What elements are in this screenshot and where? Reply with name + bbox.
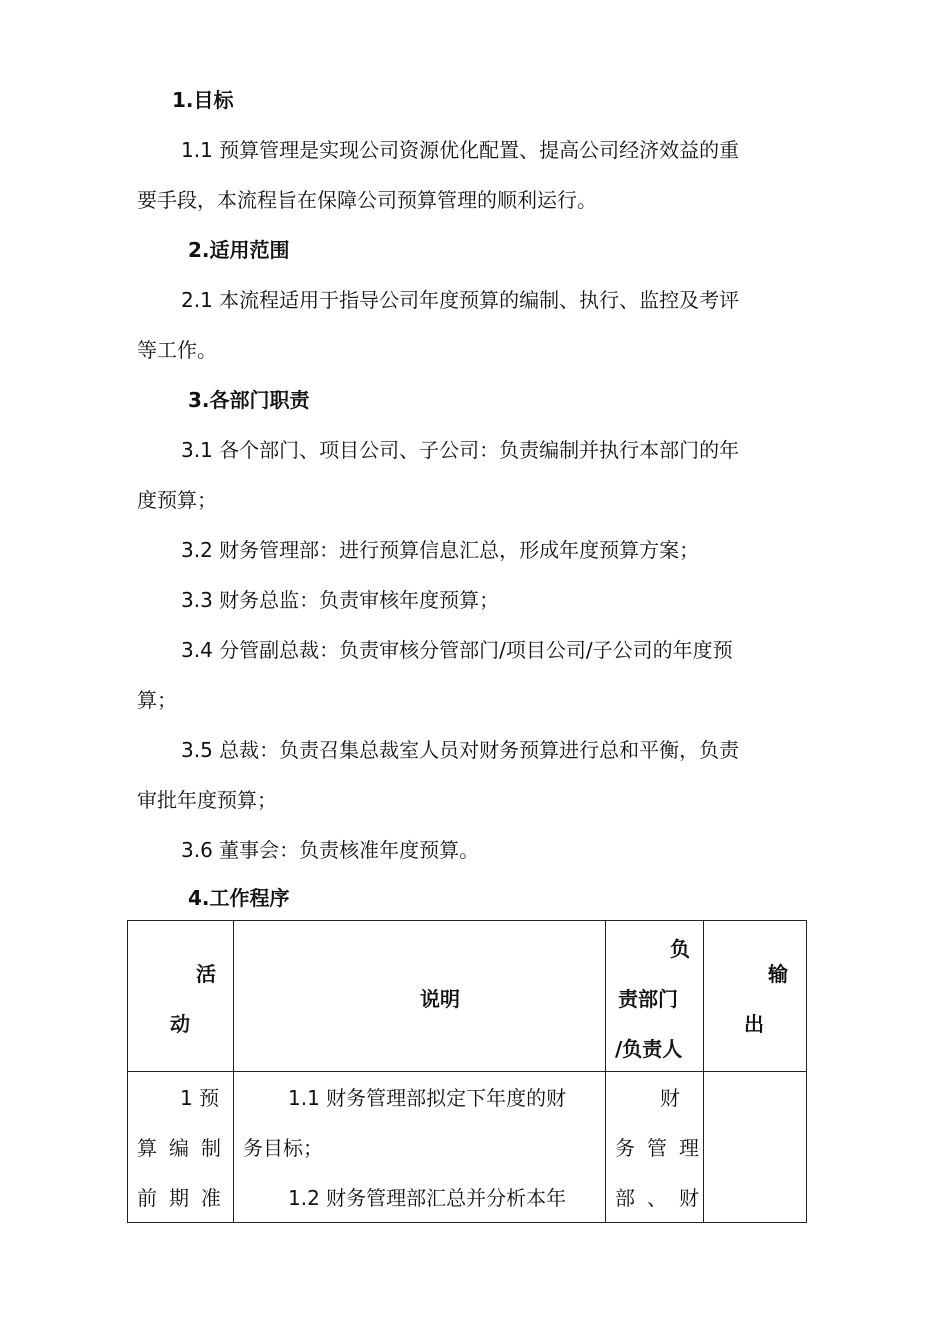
section-1-1-line-1: 1.1 预算管理是实现公司资源优化配置、提高公司经济效益的重 bbox=[181, 138, 740, 162]
header-activity-line-1: 活 bbox=[196, 962, 216, 986]
row1-description-line-1: 1.1 财务管理部拟定下年度的财 bbox=[288, 1086, 567, 1110]
row1-owner-line-3: 部、财 bbox=[615, 1186, 711, 1210]
section-3-1-line-2: 度预算； bbox=[137, 488, 217, 512]
section-4-heading: 4.工作程序 bbox=[188, 886, 290, 910]
row1-description bbox=[234, 1072, 606, 1223]
header-output bbox=[704, 921, 807, 1072]
section-3-5-line-1: 3.5 总裁：负责召集总裁室人员对财务预算进行总和平衡，负责 bbox=[181, 738, 740, 762]
header-activity-line-2: 动 bbox=[170, 1012, 190, 1036]
header-owner-line-3: /负责人 bbox=[615, 1037, 683, 1061]
section-1-1-line-2: 要手段，本流程旨在保障公司预算管理的顺利运行。 bbox=[137, 188, 597, 212]
section-3-heading: 3.各部门职责 bbox=[188, 388, 310, 412]
table-header-row bbox=[128, 921, 807, 1072]
section-2-heading: 2.适用范围 bbox=[188, 238, 290, 262]
header-activity bbox=[128, 921, 234, 1072]
row1-description-line-2: 务目标； bbox=[243, 1136, 323, 1160]
header-description bbox=[234, 921, 606, 1072]
row1-owner-line-1: 财 bbox=[660, 1086, 680, 1110]
row1-activity-line-1: 1 预 bbox=[180, 1086, 220, 1110]
header-owner bbox=[606, 921, 704, 1072]
section-3-2: 3.2 财务管理部：进行预算信息汇总，形成年度预算方案； bbox=[181, 538, 700, 562]
section-3-4-line-2: 算； bbox=[137, 688, 177, 712]
header-owner-line-2: 责部门 bbox=[618, 987, 678, 1011]
section-2-1-line-2: 等工作。 bbox=[137, 338, 217, 362]
row1-output bbox=[704, 1072, 807, 1223]
row1-owner bbox=[606, 1072, 711, 1223]
header-output-line-1: 输 bbox=[768, 962, 788, 986]
header-description-label: 说明 bbox=[420, 987, 460, 1011]
section-3-5-line-2: 审批年度预算； bbox=[137, 788, 277, 812]
table-row bbox=[128, 1072, 807, 1223]
section-3-4-line-1: 3.4 分管副总裁：负责审核分管部门/项目公司/子公司的年度预 bbox=[181, 638, 733, 662]
row1-activity-line-2: 算编制 bbox=[137, 1136, 233, 1160]
work-procedure-table bbox=[127, 920, 807, 1223]
section-1-heading: 1.目标 bbox=[172, 88, 234, 112]
section-3-3: 3.3 财务总监：负责审核年度预算； bbox=[181, 588, 500, 612]
row1-description-line-3: 1.2 财务管理部汇总并分析本年 bbox=[288, 1186, 567, 1210]
header-output-line-2: 出 bbox=[744, 1012, 764, 1036]
row1-activity bbox=[128, 1072, 234, 1223]
section-3-6: 3.6 董事会：负责核准年度预算。 bbox=[181, 838, 480, 862]
row1-owner-line-2: 务管理 bbox=[615, 1136, 711, 1160]
header-owner-line-1: 负 bbox=[670, 937, 690, 961]
row1-activity-line-3: 前期准 bbox=[137, 1186, 233, 1210]
section-3-1-line-1: 3.1 各个部门、项目公司、子公司：负责编制并执行本部门的年 bbox=[181, 438, 740, 462]
section-2-1-line-1: 2.1 本流程适用于指导公司年度预算的编制、执行、监控及考评 bbox=[181, 288, 740, 312]
